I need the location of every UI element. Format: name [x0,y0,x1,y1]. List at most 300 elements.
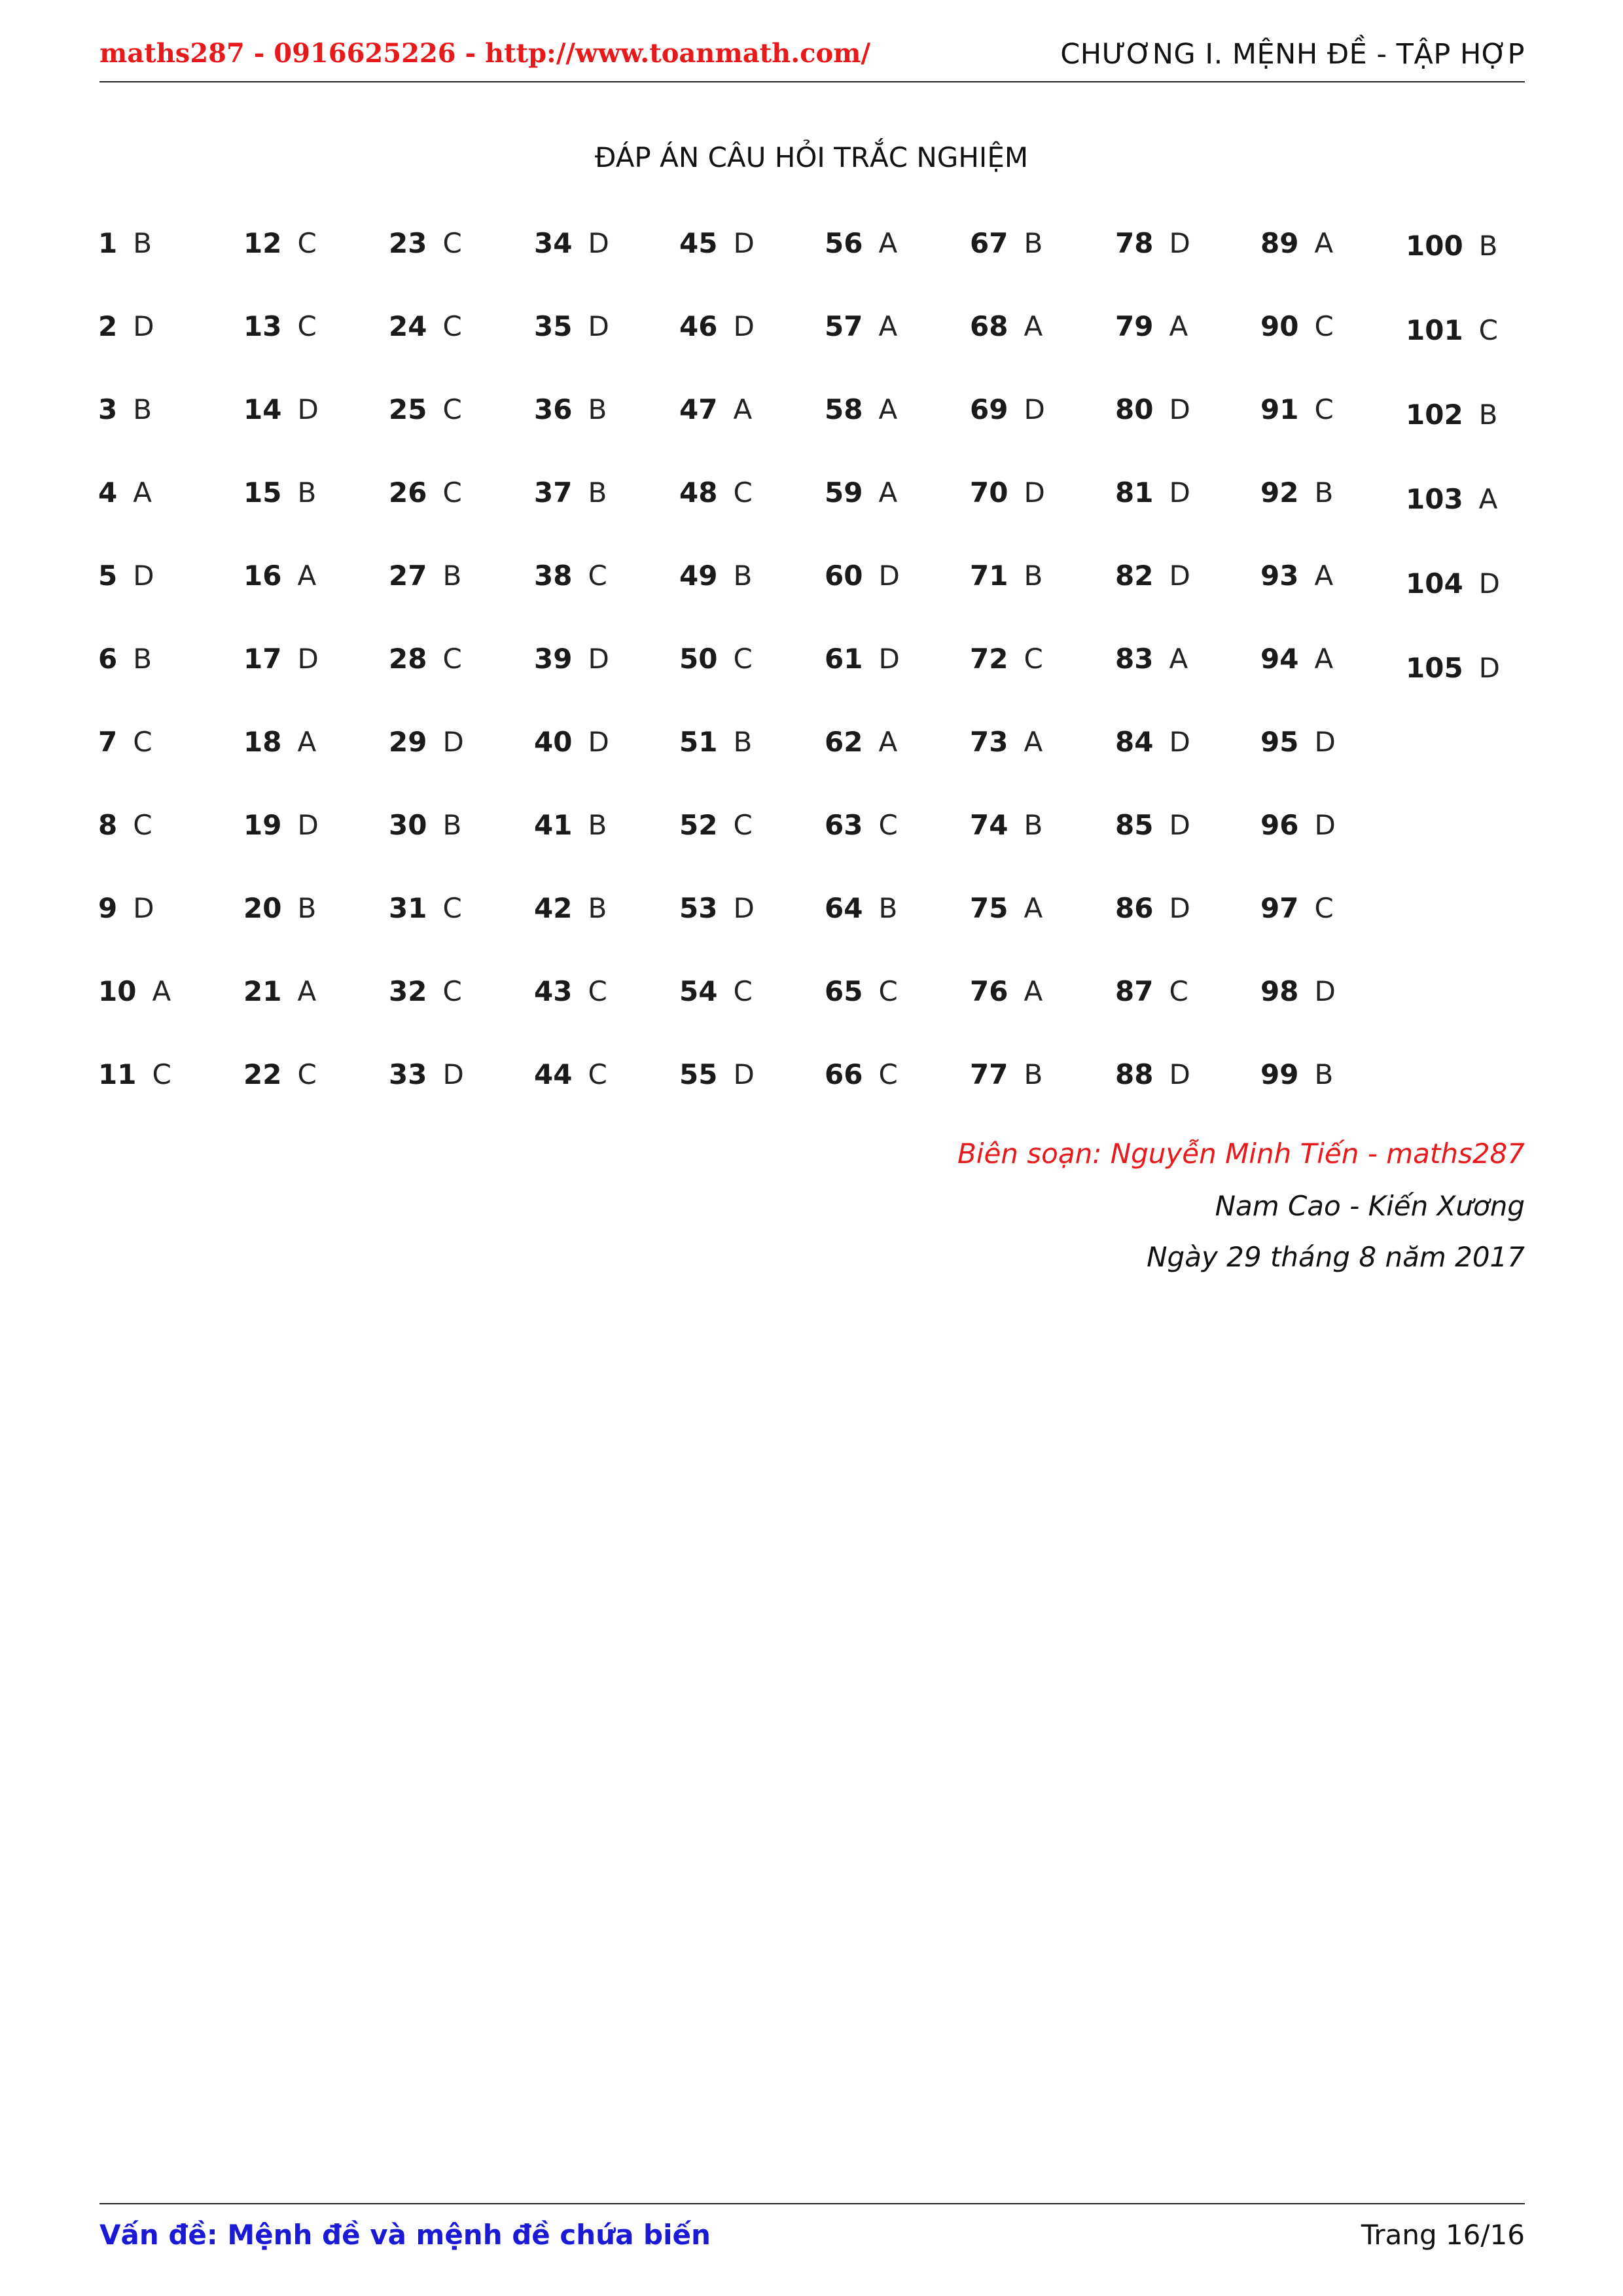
answer-letter: C [442,310,462,342]
question-number: 16 [243,560,282,592]
answer-item [98,1055,242,1094]
answer-item [825,307,969,346]
answer-item [243,473,387,512]
answer-item [825,806,969,845]
question-number: 22 [243,1058,282,1090]
answer-item [825,390,969,429]
answer-item [1115,972,1259,1011]
answer-letter: C [442,975,462,1007]
answer-item [679,723,823,762]
question-number: 34 [534,227,573,259]
question-number: 10 [98,975,137,1007]
question-number: 90 [1260,310,1299,342]
answer-letter: B [1314,476,1334,509]
question-number: 30 [389,809,427,841]
page-header [99,38,1525,82]
question-number: 25 [389,393,427,425]
answer-item [389,1055,533,1094]
answer-item [1260,1055,1404,1094]
answer-letter: B [588,476,607,509]
question-number: 70 [970,476,1008,509]
answer-letter: D [1478,567,1501,600]
question-number: 40 [534,726,573,758]
question-number: 39 [534,643,573,675]
question-number: 79 [1115,310,1154,342]
answer-item [1260,972,1404,1011]
question-number: 11 [98,1058,137,1090]
answer-item [243,307,387,346]
answer-item [970,390,1114,429]
answer-item [534,307,678,346]
answer-item [970,639,1114,679]
answer-letter: C [442,476,462,509]
answer-item [1115,889,1259,928]
answer-letter: B [733,560,753,592]
answer-letter: A [1024,892,1043,924]
answer-letter: C [297,227,317,259]
answer-item [389,889,533,928]
question-number: 105 [1406,652,1463,684]
answer-item [1115,639,1259,679]
answer-letter: A [878,227,898,259]
answer-item [1260,390,1404,429]
answer-item [970,1055,1114,1094]
answer-item [1406,649,1550,688]
question-number: 6 [98,643,118,675]
question-number: 74 [970,809,1008,841]
question-number: 24 [389,310,427,342]
question-number: 98 [1260,975,1299,1007]
answer-item [534,806,678,845]
answer-item [243,556,387,596]
answer-letter: D [133,560,154,592]
question-number: 78 [1115,227,1154,259]
answer-item [970,972,1114,1011]
footer-topic: Vấn đề: Mệnh đề và mệnh đề chứa biến [99,2219,711,2251]
answer-letter: C [297,310,317,342]
question-number: 12 [243,227,282,259]
answer-item [98,307,242,346]
answer-item [679,972,823,1011]
question-number: 102 [1406,399,1463,431]
answer-letter: A [1024,975,1043,1007]
answer-item [98,224,242,263]
answer-item [1260,556,1404,596]
answer-letter: B [1024,227,1043,259]
answer-item [679,556,823,596]
question-number: 71 [970,560,1008,592]
answer-item [825,224,969,263]
answer-item [825,556,969,596]
answer-letter: C [733,643,753,675]
question-number: 97 [1260,892,1299,924]
answer-item [1115,806,1259,845]
answer-letter: D [1314,726,1336,758]
answer-item [1260,723,1404,762]
answer-item [243,889,387,928]
answer-item [1260,224,1404,263]
answer-letter: A [1314,227,1334,259]
answer-letter: C [442,227,462,259]
answer-item [243,723,387,762]
answer-letter: C [442,393,462,425]
question-number: 48 [679,476,718,509]
answer-item [534,972,678,1011]
answer-letter: B [878,892,898,924]
answer-letter: C [152,1058,171,1090]
question-number: 20 [243,892,282,924]
answer-item [679,1055,823,1094]
answer-letter: B [1024,560,1043,592]
page-footer [99,2203,1525,2257]
answer-item [1406,311,1550,350]
answer-item [1406,395,1550,435]
question-number: 46 [679,310,718,342]
answer-letter: D [133,892,154,924]
question-number: 61 [825,643,863,675]
answer-item [1260,307,1404,346]
answer-letter: C [588,560,607,592]
answer-item [389,806,533,845]
question-number: 44 [534,1058,573,1090]
answer-item [825,1055,969,1094]
place-line: Nam Cao - Kiến Xương [1215,1190,1525,1222]
answer-item [534,224,678,263]
answer-item [970,556,1114,596]
answer-letter: D [733,892,755,924]
question-number: 65 [825,975,863,1007]
question-number: 103 [1406,483,1463,515]
question-number: 66 [825,1058,863,1090]
answer-item [825,972,969,1011]
question-number: 23 [389,227,427,259]
answer-item [534,390,678,429]
answer-letter: B [1314,1058,1334,1090]
header-source-link[interactable]: maths287 - 0916625226 - http://www.toanmath.com/ [99,38,871,69]
question-number: 26 [389,476,427,509]
answer-letter: D [733,1058,755,1090]
question-number: 8 [98,809,118,841]
answer-letter: D [1169,560,1190,592]
answer-letter: C [588,975,607,1007]
question-number: 60 [825,560,863,592]
answer-letter: D [1169,809,1190,841]
answer-item [243,972,387,1011]
answer-letter: D [1024,476,1045,509]
answer-letter: B [297,892,317,924]
question-number: 56 [825,227,863,259]
question-number: 32 [389,975,427,1007]
answer-letter: C [1314,310,1334,342]
answer-item [389,972,533,1011]
question-number: 80 [1115,393,1154,425]
question-number: 87 [1115,975,1154,1007]
answer-letter: C [442,643,462,675]
answer-item [679,806,823,845]
answer-item [679,224,823,263]
answer-item [679,307,823,346]
answer-item [98,556,242,596]
question-number: 82 [1115,560,1154,592]
answer-letter: D [588,643,609,675]
question-number: 86 [1115,892,1154,924]
answer-letter: B [733,726,753,758]
question-number: 104 [1406,567,1463,600]
answer-letter: A [1478,483,1498,515]
question-number: 95 [1260,726,1299,758]
question-number: 100 [1406,230,1463,262]
answer-item [98,723,242,762]
question-number: 54 [679,975,718,1007]
answer-item [1115,307,1259,346]
answer-item [970,806,1114,845]
question-number: 89 [1260,227,1299,259]
answer-letter: A [1169,643,1188,675]
answer-letter: D [1169,476,1190,509]
question-number: 57 [825,310,863,342]
question-number: 69 [970,393,1008,425]
answer-letter: D [1169,393,1190,425]
answer-letter: A [878,393,898,425]
answer-letter: C [878,1058,898,1090]
answer-letter: B [442,560,462,592]
question-number: 43 [534,975,573,1007]
answer-item [98,390,242,429]
question-number: 88 [1115,1058,1154,1090]
author-line: Biên soạn: Nguyễn Minh Tiến - maths287 [957,1138,1525,1170]
answer-letter: D [133,310,154,342]
answer-item [679,390,823,429]
answer-item [98,639,242,679]
answer-letter: D [878,560,900,592]
answer-letter: C [733,975,753,1007]
question-number: 68 [970,310,1008,342]
question-number: 33 [389,1058,427,1090]
question-number: 47 [679,393,718,425]
answer-letter: B [588,892,607,924]
question-number: 36 [534,393,573,425]
answer-letter: D [1478,652,1501,684]
answer-letter: C [297,1058,317,1090]
date-line: Ngày 29 tháng 8 năm 2017 [1147,1241,1525,1273]
answer-item [243,806,387,845]
answer-letter: C [733,809,753,841]
answer-letter: C [733,476,753,509]
answer-letter: D [1024,393,1045,425]
question-number: 7 [98,726,118,758]
answer-item [534,639,678,679]
answer-letter: D [1169,227,1190,259]
answer-letter: B [297,476,317,509]
answer-item [534,473,678,512]
question-number: 28 [389,643,427,675]
answer-letter: B [1024,809,1043,841]
answer-item [970,307,1114,346]
answer-item [389,723,533,762]
question-number: 76 [970,975,1008,1007]
answer-item [1115,390,1259,429]
question-number: 31 [389,892,427,924]
answer-letter: C [1024,643,1043,675]
answer-item [825,639,969,679]
answer-letter: D [297,643,319,675]
answer-item [98,806,242,845]
question-number: 55 [679,1058,718,1090]
answer-letter: A [152,975,171,1007]
answer-letter: A [733,393,753,425]
answer-letter: A [1169,310,1188,342]
question-number: 77 [970,1058,1008,1090]
question-number: 94 [1260,643,1299,675]
answer-item [389,639,533,679]
answer-item [389,556,533,596]
answer-letter: A [133,476,152,509]
answer-letter: D [733,310,755,342]
question-number: 92 [1260,476,1299,509]
answer-letter: B [133,393,152,425]
answer-key-title: ĐÁP ÁN CÂU HỎI TRẮC NGHIỆM [594,141,1029,173]
answer-letter: D [442,726,464,758]
answer-letter: A [297,560,317,592]
answer-item [243,1055,387,1094]
answer-letter: D [297,809,319,841]
answer-item [1115,473,1259,512]
answer-letter: B [1478,230,1498,262]
answer-item [679,889,823,928]
answer-item [1406,564,1550,603]
answer-item [1260,889,1404,928]
answer-item [1115,224,1259,263]
question-number: 59 [825,476,863,509]
answer-letter: A [878,310,898,342]
answer-letter: D [1169,1058,1190,1090]
answer-item [98,889,242,928]
answer-item [825,723,969,762]
answer-item [534,1055,678,1094]
answer-item [534,723,678,762]
answer-item [1260,806,1404,845]
question-number: 42 [534,892,573,924]
answer-letter: A [1024,310,1043,342]
question-number: 18 [243,726,282,758]
question-number: 38 [534,560,573,592]
answer-letter: B [1478,399,1498,431]
answer-item [1260,473,1404,512]
question-number: 45 [679,227,718,259]
answer-letter: C [588,1058,607,1090]
question-number: 27 [389,560,427,592]
answer-item [243,639,387,679]
question-number: 83 [1115,643,1154,675]
question-number: 51 [679,726,718,758]
answer-letter: A [1314,560,1334,592]
answer-letter: D [878,643,900,675]
question-number: 99 [1260,1058,1299,1090]
question-number: 37 [534,476,573,509]
answer-item [98,473,242,512]
answer-letter: C [1169,975,1188,1007]
question-number: 63 [825,809,863,841]
answer-letter: C [133,809,152,841]
answer-item [970,723,1114,762]
answer-letter: C [878,975,898,1007]
question-number: 93 [1260,560,1299,592]
answer-letter: D [733,227,755,259]
question-number: 49 [679,560,718,592]
question-number: 29 [389,726,427,758]
answer-item [1406,226,1550,266]
question-number: 1 [98,227,118,259]
question-number: 14 [243,393,282,425]
question-number: 72 [970,643,1008,675]
answer-letter: D [1314,809,1336,841]
question-number: 64 [825,892,863,924]
answer-item [970,473,1114,512]
question-number: 41 [534,809,573,841]
answer-letter: B [588,393,607,425]
question-number: 21 [243,975,282,1007]
answer-letter: A [1314,643,1334,675]
question-number: 2 [98,310,118,342]
answer-letter: C [1478,314,1498,346]
answer-letter: C [1314,393,1334,425]
answer-item [970,224,1114,263]
answer-item [389,224,533,263]
question-number: 75 [970,892,1008,924]
answer-letter: C [133,726,152,758]
question-number: 85 [1115,809,1154,841]
answer-item [389,473,533,512]
answer-item [1406,480,1550,519]
answer-item [970,889,1114,928]
answer-letter: D [297,393,319,425]
question-number: 15 [243,476,282,509]
question-number: 52 [679,809,718,841]
answer-letter: D [442,1058,464,1090]
question-number: 96 [1260,809,1299,841]
question-number: 9 [98,892,118,924]
question-number: 4 [98,476,118,509]
question-number: 50 [679,643,718,675]
question-number: 53 [679,892,718,924]
question-number: 81 [1115,476,1154,509]
question-number: 19 [243,809,282,841]
answer-item [1115,723,1259,762]
question-number: 3 [98,393,118,425]
question-number: 58 [825,393,863,425]
question-number: 84 [1115,726,1154,758]
answer-item [1260,639,1404,679]
question-number: 5 [98,560,118,592]
answer-item [389,390,533,429]
answer-item [679,473,823,512]
question-number: 101 [1406,314,1463,346]
answer-letter: B [442,809,462,841]
answer-letter: A [878,476,898,509]
answer-letter: A [1024,726,1043,758]
answer-item [679,639,823,679]
answer-letter: A [297,726,317,758]
question-number: 17 [243,643,282,675]
answer-letter: B [588,809,607,841]
question-number: 13 [243,310,282,342]
answer-letter: C [1314,892,1334,924]
footer-page-number: Trang 16/16 [1361,2219,1525,2251]
answer-letter: D [588,726,609,758]
answer-item [825,889,969,928]
answer-letter: D [588,310,609,342]
answer-letter: B [133,227,152,259]
